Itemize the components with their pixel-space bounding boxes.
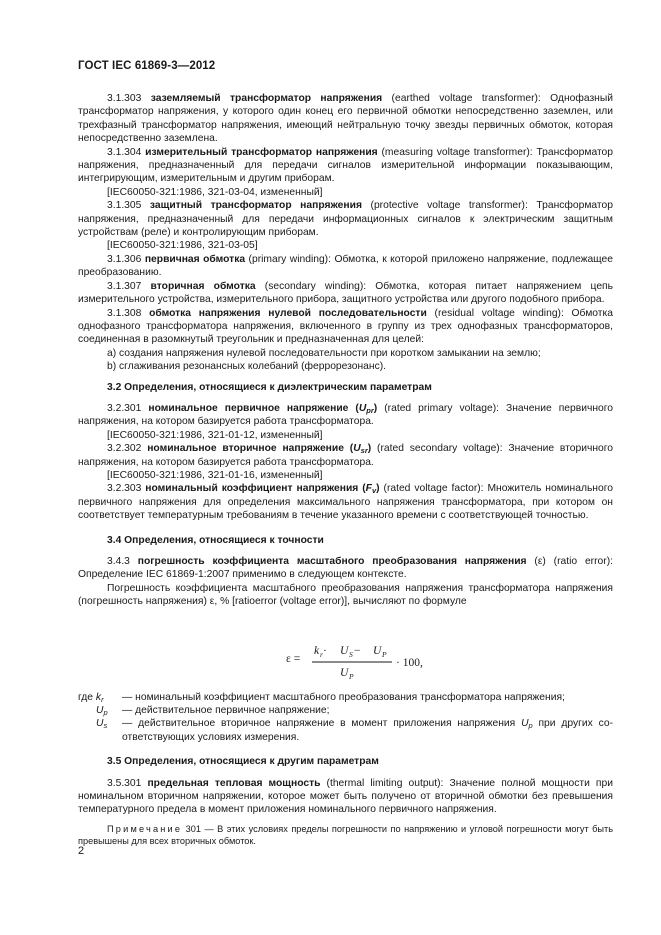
definition-3-1-308 (78, 307, 613, 347)
legend-row (78, 704, 613, 717)
note-text: 301 — В этих условиях пределы погрешности по напряжению и угловой погрешности могут быть превышены для всех вторичных обмоток. (78, 823, 613, 846)
legend-text: — действительное первичное напряжение; (122, 705, 330, 717)
definition-3-2-301 (78, 402, 613, 429)
formula-tail: · 100, (396, 656, 423, 669)
term: защитный трансформатор напряжения (149, 200, 362, 212)
definition-3-1-304 (78, 146, 613, 186)
formula-k-sub: r (320, 649, 323, 659)
clause-number: 3.2.301 (107, 402, 142, 414)
definition-3-1-305 (78, 199, 613, 239)
document-header: ГОСТ IEC 61869-3—2012 (78, 60, 216, 72)
list-item: a) создания напряжения нулевой последовательности при коротком замыкании на землю; (107, 347, 541, 359)
definition-text: (protective voltage transformer): Трансформатор напряжения, предназначенный для передачи информационных сигналов к электрическим защитным устройствам (реле) и контролирующим приборам. (78, 200, 613, 239)
page-number: 2 (78, 845, 85, 857)
clause-number: 3.2.302 (107, 443, 142, 455)
clause-number: 3.1.307 (107, 280, 142, 292)
paragraph: Погрешность коэффициента масштабного преобразования напряжения трансформатора напряжения (погрешность напряжения) ε, % [ratioerror (voltage error)], вычисляют по формуле (78, 582, 613, 608)
formula-up: U (373, 644, 382, 657)
source-reference: [IEC60050-321:1986, 321-01-12, измененный] (107, 429, 323, 441)
clause-number: 3.5.301 (107, 777, 142, 789)
clause-number: 3.1.304 (107, 146, 142, 158)
formula-lhs: ε = (286, 652, 301, 665)
legend-symbol: $U_p$ (96, 705, 108, 718)
definition-3-5-301 (78, 777, 613, 817)
term: первичная обмотка (144, 253, 246, 265)
definition-3-1-303 (78, 92, 613, 146)
definition-text: (thermal limiting output): Значение полной мощности при номинальном вторичном напряжении, которое может быть получено от вторичной обмотки без превышения температурного предела в момент приложения номинального первичного напряжения. (78, 777, 613, 816)
source-reference: [IEC60050-321:1986, 321-01-16, измененный] (107, 469, 323, 481)
term: номинальный коэффициент напряжения $(F_v)$ (145, 483, 380, 496)
formula-k: k (314, 644, 320, 657)
definition-text: (rated secondary voltage): Значение вторичного напряжения, на котором базируется работа трансформатора. (78, 443, 613, 468)
formula-us-sub: S (349, 649, 353, 659)
definition-3-4-3 (78, 555, 613, 582)
legend-text: — номинальный коэффициент масштабного преобразования трансформатора напряжения; (122, 691, 565, 703)
document-body (78, 92, 613, 847)
term: номинальное первичное напряжение $(U_{pr})$ (148, 402, 378, 415)
formula-graphic (78, 613, 613, 679)
legend-symbol: $U_s$ (96, 718, 108, 731)
definition-3-2-302 (78, 442, 613, 469)
list-item: b) сглаживания резонансных колебаний (феррорезонанс). (107, 361, 387, 373)
definition-text: (residual voltage winding): Обмотка однофазного трансформатора напряжения, включенного в группу из трех однофазных трансформаторов, соединенная в разомкнутый треугольник и предназначенная для целей: (78, 307, 613, 346)
formula-dot: · (323, 644, 327, 657)
definition-3-1-307 (78, 280, 613, 307)
clause-number: 3.1.305 (107, 200, 142, 212)
source-reference: [IEC60050-321:1986, 321-03-04, измененный] (107, 186, 323, 198)
term: вторичная обмотка (150, 280, 256, 292)
clause-number: 3.2.303 (107, 483, 142, 495)
definition-text: (rated voltage factor): Множитель номинального первичного напряжения для определения максимального напряжения трансформатора, при котором он соответствует температурным требованиям в течение указанного времени с соответствующей точностью. (78, 483, 613, 522)
legend-text: — действительное вторичное напряжение в момент приложения напряжения $U_p$ при других со-ответствующих условиях измерения. (122, 718, 613, 743)
source-reference: [IEC60050-321:1986, 321-03-05] (107, 240, 258, 252)
formula-denominator: U (340, 666, 349, 679)
formula-legend (78, 691, 613, 745)
formula-up-sub: P (382, 649, 387, 659)
note-label: Примечание (107, 823, 183, 834)
term: предельная тепловая мощность (147, 777, 321, 789)
note (78, 823, 613, 847)
section-heading-3-5: 3.5 Определения, относящиеся к другим параметрам (107, 756, 379, 768)
term: измерительный трансформатор напряжения (145, 146, 378, 158)
definition-text: (ε) (ratio error): Определение IEC 61869-1:2007 применимо в следующем контексте. (78, 556, 613, 581)
legend-row (78, 717, 613, 744)
legend-symbol: где $k_r$ (78, 691, 104, 704)
section-heading-3-2: 3.2 Определения, относящиеся к диэлектрическим параметрам (107, 381, 432, 393)
term: заземляемый трансформатор напряжения (150, 93, 383, 104)
ratio-error-formula (78, 613, 613, 679)
clause-number: 3.1.308 (107, 307, 142, 319)
term: номинальное вторичное напряжение $(U_{sr})$ (147, 443, 372, 456)
term: обмотка напряжения нулевой последовательности (149, 307, 427, 319)
section-heading-3-4: 3.4 Определения, относящиеся к точности (107, 534, 324, 546)
formula-us: U (340, 644, 349, 657)
clause-number: 3.1.306 (107, 253, 142, 265)
definition-3-2-303 (78, 482, 613, 522)
definition-3-1-306 (78, 253, 613, 280)
definition-text: (secondary winding): Обмотка, которая питает напряжением цепь измерительного устройства, измерительного прибора, защитного устройства или другого подобного прибора. (78, 280, 613, 306)
definition-text: (measuring voltage transformer): Трансформатор напряжения, предназначенный для передачи сигналов измерительной информации показывающим, интегрирующим, измерительным и другим приборам. (78, 146, 614, 185)
clause-number: 3.4.3 (107, 556, 130, 567)
definition-text: (earthed voltage transformer): Однофазный трансформатор напряжения, у которого один конец его первичной обмотки непосредственно заземлен, или трехфазный трансформатор напряжения, имеющий нейтральную точку звезды первичных обмоток, которая непосредственно заземлена. (78, 93, 613, 145)
formula-denominator-sub: P (349, 671, 354, 679)
formula-minus: − (354, 644, 361, 657)
definition-text: (primary winding): Обмотка, к которой приложено напряжение, подлежащее преобразованию. (78, 253, 613, 279)
term: погрешность коэффициента масштабного преобразования напряжения (137, 556, 527, 567)
legend-row (78, 691, 613, 704)
definition-text: (rated primary voltage): Значение первичного напряжения, на котором базируется работа трансформатора. (78, 402, 613, 428)
clause-number: 3.1.303 (107, 93, 142, 104)
